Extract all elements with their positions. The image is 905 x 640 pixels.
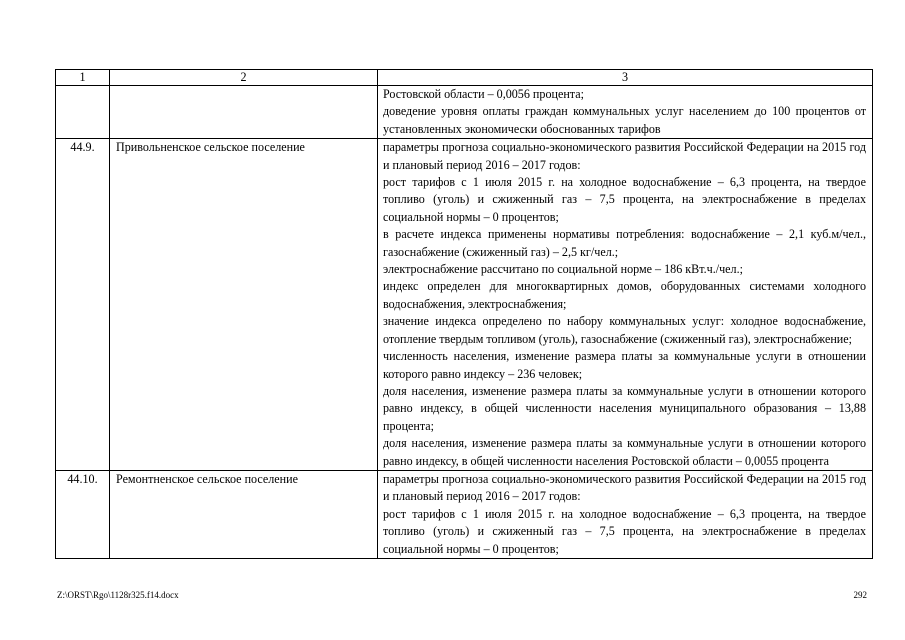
description-paragraph: индекс определен для многоквартирных домов, оборудованных системами холодного водоснабжения, электроснабжения; xyxy=(383,279,866,311)
header-cell-2: 2 xyxy=(110,70,378,86)
description-paragraph: рост тарифов с 1 июля 2015 г. на холодное водоснабжение – 6,3 процента, на твердое топливо (уголь) и сжиженный газ – 7,5 процента, на электроснабжение в пределах социальной нормы – 0 процентов; xyxy=(383,506,866,556)
description-paragraph: значение индекса определено по набору коммунальных услуг: холодное водоснабжение, отопление твердым топливом (уголь), газоснабжение (сжиженный газ), электроснабжение; xyxy=(383,314,866,346)
document-table xyxy=(55,69,873,559)
description-paragraph: в расчете индекса применены нормативы потребления: водоснабжение – 2,1 куб.м/чел., газоснабжение (сжиженный газ) – 2,5 кг/чел.; xyxy=(383,227,866,259)
header-cell-1: 1 xyxy=(56,70,110,86)
table-row xyxy=(56,470,873,558)
description-paragraph: доля населения, изменение размера платы за коммунальные услуги в отношении которого равно индексу, в общей численности населения Ростовской области – 0,0055 процента xyxy=(383,436,866,468)
settlement-name: Привольненское сельское поселение xyxy=(110,139,378,471)
settlement-name xyxy=(110,86,378,139)
row-description xyxy=(378,139,873,471)
row-description xyxy=(378,470,873,558)
description-paragraph: параметры прогноза социально-экономического развития Российской Федерации на 2015 год и плановый период 2016 – 2017 годов: xyxy=(383,471,866,504)
row-number xyxy=(56,86,110,139)
row-description xyxy=(378,86,873,139)
page-number: 292 xyxy=(853,590,867,600)
table-row xyxy=(56,86,873,139)
table-header-row xyxy=(56,70,873,86)
description-paragraph: параметры прогноза социально-экономического развития Российской Федерации на 2015 год и плановый период 2016 – 2017 годов: xyxy=(383,140,866,172)
table-row xyxy=(56,139,873,471)
header-cell-3: 3 xyxy=(378,70,873,86)
description-paragraph: доля населения, изменение размера платы за коммунальные услуги в отношении которого равно индексу, в общей численности населения муниципального образования – 13,88 процента; xyxy=(383,383,866,433)
description-paragraph: электроснабжение рассчитано по социальной норме – 186 кВт.ч./чел.; xyxy=(383,262,743,277)
row-number: 44.10. xyxy=(56,470,110,558)
description-paragraph: Ростовской области – 0,0056 процента; xyxy=(383,87,584,101)
description-paragraph: рост тарифов с 1 июля 2015 г. на холодное водоснабжение – 6,3 процента, на твердое топливо (уголь) и сжиженный газ – 7,5 процента, на электроснабжение в пределах социальной нормы – 0 процентов; xyxy=(383,175,866,224)
row-number: 44.9. xyxy=(56,139,110,471)
settlement-name: Ремонтненское сельское поселение xyxy=(110,470,378,558)
footer-file-path: Z:\ORST\Rgo\1128r325.f14.docx xyxy=(57,590,179,600)
description-paragraph: численность населения, изменение размера платы за коммунальные услуги в отношении которого равно индексу – 236 человек; xyxy=(383,349,866,381)
description-paragraph: доведение уровня оплаты граждан коммунальных услуг населением до 100 процентов от установленных экономически обоснованных тарифов xyxy=(383,104,866,136)
